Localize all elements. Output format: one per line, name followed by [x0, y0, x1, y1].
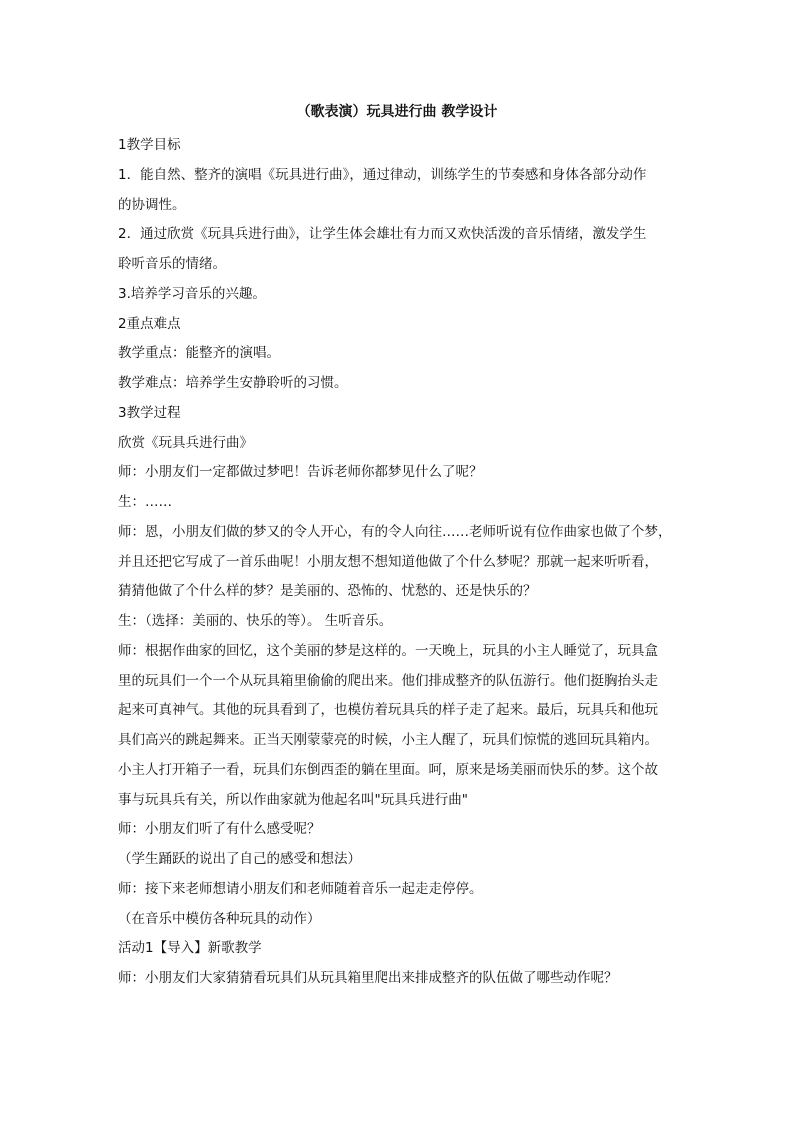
text-line: 教学难点：培养学生安静聆听的习惯。 — [118, 375, 348, 391]
text-line: （在音乐中模仿各种玩具的动作） — [118, 910, 321, 927]
text-line: 师：小朋友们听了有什么感受呢？ — [118, 821, 321, 838]
text-line: 教学重点：能整齐的演唱。 — [118, 345, 280, 362]
text-line: 具们高兴的跳起舞来。正当天刚蒙蒙亮的时候，小主人醒了，玩具们惊慌的逃回玩具箱内。 — [118, 732, 658, 748]
text-line: 起来可真神气。其他的玩具看到了，也模仿着玩具兵的样子走了起来。最后，玩具兵和他玩 — [118, 702, 658, 719]
text-line: 师：小朋友们一定都做过梦吧！告诉老师你都梦见什么了呢？ — [118, 464, 483, 481]
text-line: 3.培养学习音乐的兴趣。 — [118, 285, 266, 302]
text-line: 聆听音乐的情绪。 — [118, 256, 226, 272]
text-line: 师：小朋友们大家猜猜看玩具们从玩具箱里爬出来排成整齐的队伍做了哪些动作呢？ — [118, 970, 618, 986]
text-line: 师：根据作曲家的回忆，这个美丽的梦是这样的。一天晚上，玩具的小主人睡觉了，玩具盒 — [118, 642, 658, 659]
text-line: （学生踊跃的说出了自己的感受和想法） — [118, 851, 361, 867]
text-line: 里的玩具们一个一个从玩具箱里偷偷的爬出来。他们排成整齐的队伍游行。他们挺胸抬头走 — [118, 672, 658, 689]
text-line: 生：（选择：美丽的、快乐的等）。 生听音乐。 — [118, 613, 393, 629]
text-line: 师：接下来老师想请小朋友们和老师随着音乐一起走走停停。 — [118, 880, 483, 897]
document-title: （歌表演）玩具进行曲 教学设计 — [296, 104, 498, 120]
text-line: 猜猜他做了个什么样的梦？是美丽的、恐怖的、忧愁的、还是快乐的？ — [118, 583, 537, 600]
text-line: 小主人打开箱子一看，玩具们东倒西歪的躺在里面。呵，原来是场美丽而快乐的梦。这个故 — [118, 761, 658, 778]
text-line: 并且还把它写成了一首乐曲呢！小朋友想不想知道他做了个什么梦呢？那就一起来听听看， — [118, 553, 658, 570]
text-line: 活动1【导入】新歌教学 — [118, 940, 262, 957]
text-line: 3教学过程 — [118, 404, 181, 421]
text-line: 生：…… — [118, 494, 172, 510]
text-line: 2．通过欣赏《玩具兵进行曲》，让学生体会雄壮有力而又欢快活泼的音乐情绪，激发学生 — [118, 226, 647, 243]
text-line: 欣赏《玩具兵进行曲》 — [118, 434, 253, 451]
text-line: 2重点难点 — [118, 315, 181, 332]
text-line: 1．能自然、整齐的演唱《玩具进行曲》，通过律动，训练学生的节奏感和身体各部分动作 — [118, 166, 647, 183]
text-line: 师：恩，小朋友们做的梦又的令人开心，有的令人向往……老师听说有位作曲家也做了个梦， — [118, 523, 672, 540]
text-line: 事与玩具兵有关，所以作曲家就为他起名叫"玩具兵进行曲" — [118, 791, 468, 808]
document-body — [118, 131, 684, 994]
text-line: 1教学目标 — [118, 137, 181, 153]
text-line: 的协调性。 — [118, 196, 186, 213]
